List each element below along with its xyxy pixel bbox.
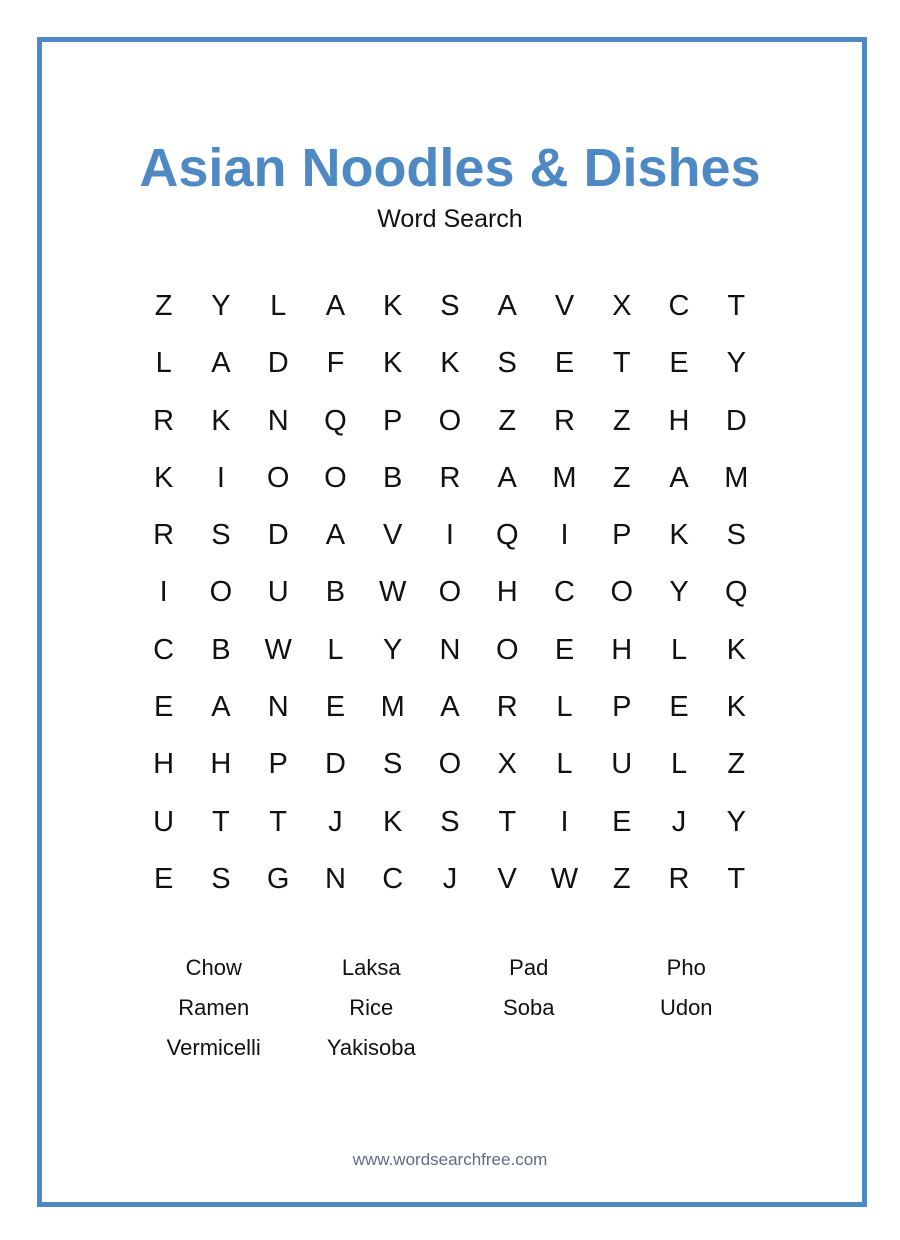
grid-cell: Z xyxy=(612,862,631,895)
grid-cell: M xyxy=(380,691,405,724)
grid-cell: C xyxy=(382,862,404,895)
grid-cell: E xyxy=(669,347,689,380)
grid-cell: R xyxy=(153,519,175,552)
grid-cell: U xyxy=(153,805,175,838)
word-list-item: Udon xyxy=(659,995,713,1020)
word-list xyxy=(135,954,765,1062)
grid-cell: D xyxy=(267,347,289,380)
grid-cell: E xyxy=(554,633,575,666)
grid-cell: O xyxy=(266,461,290,494)
grid-row xyxy=(135,452,765,509)
letter-grid xyxy=(135,280,765,910)
grid-cell: I xyxy=(445,519,454,552)
page-title: Asian Noodles & Dishes xyxy=(139,138,761,198)
grid-cell: O xyxy=(438,404,462,437)
grid-cell: H xyxy=(611,633,633,666)
grid-cell: K xyxy=(153,461,174,494)
grid-cell: K xyxy=(383,290,403,322)
grid-cell: T xyxy=(727,862,746,895)
grid-cell: H xyxy=(496,576,518,609)
grid-cell: E xyxy=(153,691,174,724)
grid-cell: A xyxy=(669,461,689,494)
page-subtitle: Word Search xyxy=(377,205,523,233)
grid-cell: O xyxy=(438,576,462,609)
grid-cell: P xyxy=(612,691,632,724)
grid-cell: E xyxy=(669,691,689,724)
grid-cell: H xyxy=(210,748,232,781)
word-list-item: Pad xyxy=(509,955,549,980)
grid-cell: T xyxy=(269,805,288,838)
grid-cell: O xyxy=(610,576,634,609)
grid-cell: Y xyxy=(726,805,746,838)
grid-cell: A xyxy=(497,290,517,322)
grid-cell: R xyxy=(153,404,175,437)
grid-cell: L xyxy=(670,633,688,666)
grid-cell: M xyxy=(724,461,749,494)
grid-cell: P xyxy=(612,519,632,552)
grid-cell: K xyxy=(383,805,403,838)
grid-cell: K xyxy=(440,347,460,380)
word-list-item: Chow xyxy=(185,955,242,980)
grid-cell: S xyxy=(440,290,460,322)
word-list-item: Soba xyxy=(503,995,555,1020)
grid-cell: T xyxy=(212,805,230,838)
grid-row xyxy=(135,337,765,394)
grid-cell: C xyxy=(153,633,175,666)
grid-cell: B xyxy=(325,576,346,609)
word-list-item: Pho xyxy=(666,955,706,980)
grid-cell: A xyxy=(211,691,231,724)
grid-cell: R xyxy=(668,862,690,895)
grid-cell: Y xyxy=(383,633,403,666)
grid-cell: N xyxy=(324,862,346,895)
grid-cell: U xyxy=(611,748,633,781)
grid-cell: J xyxy=(671,805,687,838)
grid-row xyxy=(135,509,765,566)
word-list-item: Rice xyxy=(349,995,394,1020)
grid-cell: T xyxy=(612,347,631,380)
grid-cell: L xyxy=(155,347,172,380)
grid-cell: N xyxy=(439,633,461,666)
grid-cell: D xyxy=(725,404,747,437)
grid-cell: K xyxy=(669,519,689,552)
grid-cell: Q xyxy=(725,576,748,609)
grid-row xyxy=(135,853,765,910)
grid-cell: S xyxy=(211,862,231,895)
grid-cell: T xyxy=(498,805,517,838)
grid-cell: B xyxy=(211,633,231,666)
word-list-item: Vermicelli xyxy=(166,1035,261,1060)
grid-cell: E xyxy=(325,691,346,724)
word-list-item: Ramen xyxy=(178,995,250,1020)
grid-cell: S xyxy=(726,519,746,552)
grid-cell: H xyxy=(668,404,690,437)
grid-cell: Y xyxy=(669,576,689,609)
grid-cell: O xyxy=(495,633,519,666)
grid-cell: Z xyxy=(498,404,517,437)
word-list-item: Yakisoba xyxy=(326,1035,416,1060)
grid-cell: Y xyxy=(726,347,746,380)
grid-cell: A xyxy=(440,691,460,724)
grid-cell: T xyxy=(727,290,746,322)
grid-cell: A xyxy=(211,347,231,380)
grid-cell: W xyxy=(264,633,292,666)
grid-cell: H xyxy=(153,748,175,781)
grid-cell: X xyxy=(612,290,632,322)
grid-cell: X xyxy=(497,748,517,781)
grid-cell: A xyxy=(325,519,346,552)
grid-cell: P xyxy=(268,748,288,781)
grid-cell: J xyxy=(328,805,343,838)
grid-cell: Z xyxy=(612,461,631,494)
grid-cell: C xyxy=(554,576,575,609)
grid-cell: L xyxy=(556,691,573,724)
grid-cell: L xyxy=(327,633,344,666)
grid-cell: K xyxy=(726,633,746,666)
grid-cell: S xyxy=(211,519,231,552)
grid-cell: R xyxy=(554,404,575,437)
grid-cell: I xyxy=(159,576,168,609)
grid-cell: L xyxy=(270,290,287,322)
footer-url: www.wordsearchfree.com xyxy=(352,1150,548,1169)
grid-cell: S xyxy=(383,748,403,781)
grid-cell: R xyxy=(439,461,461,494)
grid-cell: F xyxy=(326,347,345,380)
grid-cell: V xyxy=(554,290,575,322)
grid-cell: S xyxy=(497,347,517,380)
grid-cell: E xyxy=(554,347,575,380)
grid-cell: W xyxy=(379,576,407,609)
grid-row xyxy=(135,738,765,795)
grid-cell: I xyxy=(560,519,569,552)
grid-cell: K xyxy=(211,404,231,437)
grid-cell: E xyxy=(612,805,632,838)
grid-cell: U xyxy=(267,576,289,609)
grid-cell: N xyxy=(267,404,289,437)
grid-cell: K xyxy=(726,691,746,724)
grid-cell: A xyxy=(497,461,517,494)
grid-cell: G xyxy=(266,862,290,895)
grid-cell: L xyxy=(670,748,688,781)
grid-cell: R xyxy=(496,691,518,724)
grid-cell: B xyxy=(383,461,403,494)
grid-cell: C xyxy=(668,290,690,322)
grid-cell: O xyxy=(438,748,462,781)
grid-cell: V xyxy=(497,862,517,895)
grid-cell: J xyxy=(442,862,458,895)
grid-cell: O xyxy=(209,576,233,609)
grid-row xyxy=(135,624,765,681)
grid-row xyxy=(135,395,765,452)
grid-cell: N xyxy=(267,691,289,724)
grid-row xyxy=(135,681,765,738)
grid-cell: I xyxy=(560,805,569,838)
grid-cell: Z xyxy=(154,290,173,322)
grid-cell: Y xyxy=(211,290,231,322)
grid-cell: E xyxy=(153,862,174,895)
grid-cell: V xyxy=(383,519,403,552)
word-list-item: Laksa xyxy=(341,955,401,980)
grid-cell: Q xyxy=(324,404,347,437)
grid-cell: Z xyxy=(612,404,631,437)
grid-cell: P xyxy=(383,404,403,437)
grid-cell: Q xyxy=(495,519,519,552)
grid-cell: M xyxy=(552,461,577,494)
grid-cell: D xyxy=(267,519,289,552)
grid-cell: D xyxy=(324,748,346,781)
grid-cell: S xyxy=(440,805,460,838)
grid-cell: Z xyxy=(727,748,746,781)
grid-row xyxy=(135,796,765,853)
grid-cell: K xyxy=(383,347,403,380)
grid-cell: A xyxy=(325,290,346,322)
grid-cell: W xyxy=(550,862,579,895)
grid-row xyxy=(135,280,765,337)
grid-row xyxy=(135,566,765,623)
grid-cell: I xyxy=(216,461,225,494)
grid-cell: L xyxy=(556,748,573,781)
grid-cell: O xyxy=(324,461,347,494)
